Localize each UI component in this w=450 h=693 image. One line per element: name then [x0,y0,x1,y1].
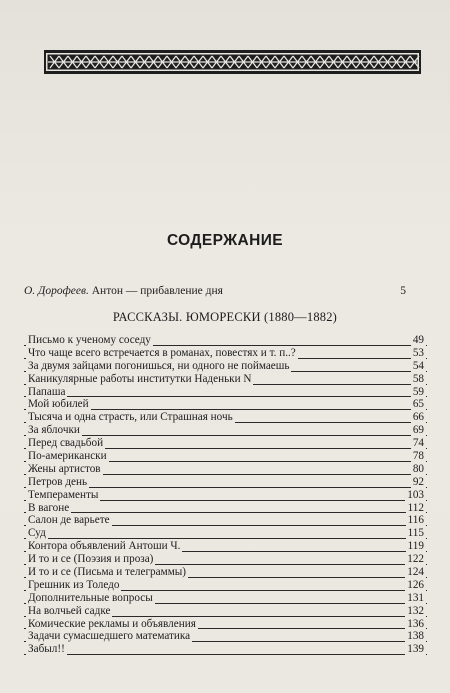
toc-entry-title: Тысяча и одна страсть, или Страшная ночь [28,411,233,424]
toc-entry-page: 78 [412,450,424,463]
intro-title: Антон — прибавление дня [91,285,223,297]
toc-entry [24,592,427,605]
toc-entry-title: За яблочки [28,424,80,437]
toc-entry [24,347,427,360]
toc-entry-page: 122 [407,553,424,566]
toc-entry [24,463,427,476]
toc-entry-title: По-американски [28,450,107,463]
toc-entry-title: Петров день [28,475,88,488]
toc-entry-page: 49 [412,334,424,346]
toc-entry-page: 66 [412,411,424,424]
intro-entry [24,285,406,297]
toc-entry [24,450,427,463]
toc-entry-title: Забыл!! [28,643,65,656]
toc-entry [24,618,427,631]
toc-entry-title: Салон де варьете [28,514,110,527]
toc-entry-title: В вагоне [28,501,70,514]
toc-entry-page: 119 [407,540,424,553]
toc-entry-title: Контора объявлений Антоши Ч. [28,540,181,553]
toc-entry [24,411,427,424]
intro-author: О. Дорофеев. [24,285,89,297]
section-heading: РАССКАЗЫ. ЮМОРЕСКИ (1880—1882) [112,310,338,324]
toc-entry [24,386,427,399]
toc-entry-title: Дополнительные вопросы [28,591,153,604]
toc-entry [24,553,427,566]
toc-entry-page: 58 [412,372,424,385]
toc-entry [24,360,427,373]
toc-entry-title: Суд [28,527,46,540]
toc-entry [24,579,427,592]
toc-entry [24,437,427,450]
toc-entry-page: 116 [407,514,424,527]
toc-entry-page: 115 [407,527,424,540]
toc-entry-title: Темпераменты [28,488,99,501]
toc-entry-page: 103 [407,488,424,501]
toc-entry-page: 126 [407,578,424,591]
intro-page-number: 5 [400,285,406,297]
toc-entry [24,540,427,553]
toc-entry-page: 131 [407,591,424,604]
toc-entry-title: И то и се (Поэзия и проза) [28,553,154,566]
toc-entry-page: 59 [412,385,424,398]
toc-entry-page: 112 [407,501,424,514]
toc-entry-title: На волчьей садке [28,604,111,617]
leader-line [24,435,427,436]
toc-entry-page: 69 [412,424,424,437]
toc-entry [24,514,427,527]
toc-entry-title: Перед свадьбой [28,437,104,450]
toc-entry [24,643,427,656]
leader-line [24,396,427,397]
toc-entry-title: Письмо к ученому соседу [28,334,151,346]
toc-entry-title: Грешник из Толедо [28,578,120,591]
toc-entry [24,398,427,411]
toc-entry [24,476,427,489]
leader-line [24,538,427,539]
toc-entry-title: Что чаще всего встречается в романах, повестях и т. п..? [28,346,296,359]
table-of-contents [24,334,427,656]
toc-entry-page: 74 [412,437,424,450]
toc-entry [24,630,427,643]
toc-entry [24,502,427,515]
toc-entry-page: 80 [412,462,424,475]
leader-line [24,654,427,655]
leader-line [24,512,427,513]
toc-entry [24,566,427,579]
toc-entry-page: 65 [412,398,424,411]
toc-entry-page: 138 [407,630,424,643]
toc-entry-title: За двумя зайцами погонишься, ни одного не поймаешь [28,359,290,372]
toc-entry-page: 54 [412,359,424,372]
toc-entry [24,527,427,540]
decorative-border-ornament [44,50,421,74]
toc-entry-page: 92 [412,475,424,488]
toc-entry [24,489,427,502]
toc-entry-page: 139 [407,643,424,656]
toc-entry [24,605,427,618]
toc-entry-title: Комические рекламы и объявления [28,617,196,630]
toc-entry-title: Жены артистов [28,462,101,475]
toc-entry-page: 124 [407,566,424,579]
toc-entry [24,334,427,347]
toc-entry-page: 132 [407,604,424,617]
toc-entry [24,373,427,386]
toc-entry-title: Папаша [28,385,66,398]
toc-entry [24,424,427,437]
toc-entry-page: 53 [412,346,424,359]
page-title: СОДЕРЖАНИЕ [166,232,284,249]
toc-entry-title: И то и се (Письма и телеграммы) [28,566,187,579]
toc-entry-title: Каникулярные работы институтки Наденьки N [28,372,252,385]
toc-entry-title: Задачи сумасшедшего математика [28,630,191,643]
toc-entry-page: 136 [407,617,424,630]
toc-entry-title: Мой юбилей [28,398,89,411]
